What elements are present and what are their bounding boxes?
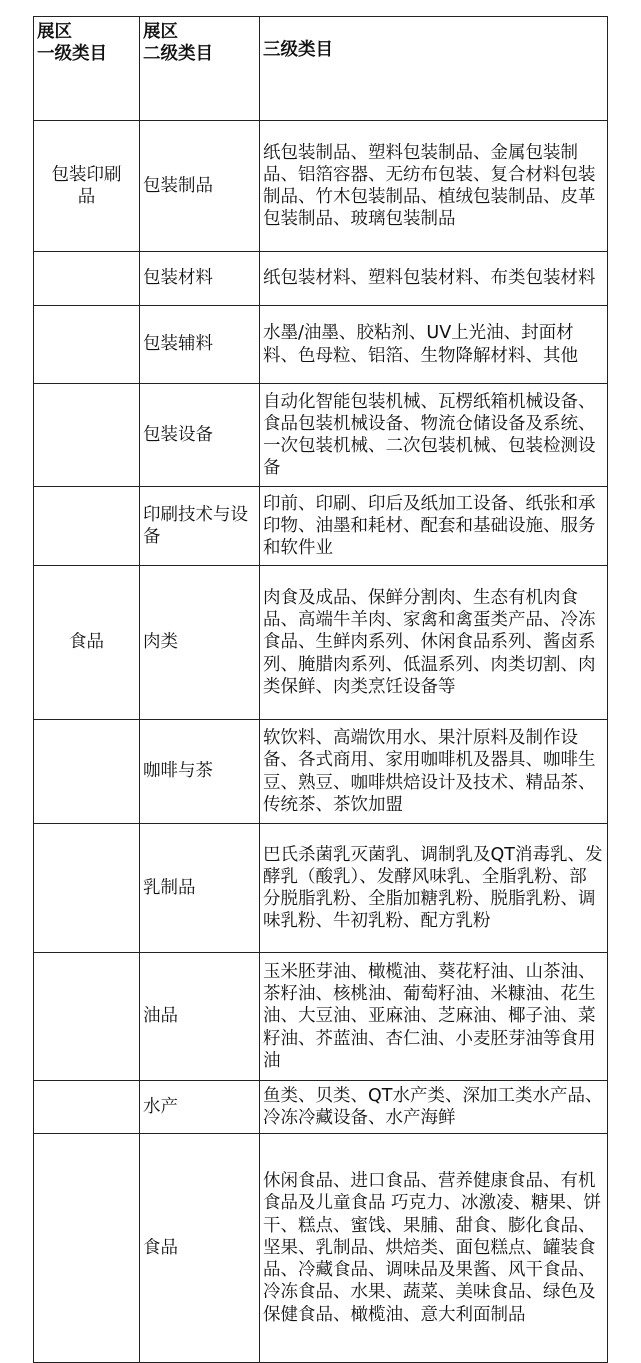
table-row <box>34 487 608 566</box>
table-row <box>34 306 608 384</box>
level1-cell <box>34 953 140 1081</box>
level3-cell: 纸包装制品、塑料包装制品、金属包装制品、铝箔容器、无纺布包装、复合材料包装制品、竹木包装制品、植绒包装制品、皮革包装制品、玻璃包装制品 <box>260 121 608 252</box>
table-row <box>34 566 608 720</box>
level2-cell: 包装材料 <box>140 252 260 306</box>
table-row <box>34 252 608 306</box>
level1-cell <box>34 384 140 487</box>
level2-cell: 油品 <box>140 953 260 1081</box>
level2-cell: 咖啡与茶 <box>140 720 260 824</box>
level2-cell: 肉类 <box>140 566 260 720</box>
category-table-body <box>34 17 608 1363</box>
header-level1: 展区 一级类目 <box>34 17 140 121</box>
level1-cell <box>34 720 140 824</box>
level1-cell <box>34 1081 140 1134</box>
level3-cell: 水墨/油墨、胶粘剂、UV上光油、封面材料、色母粒、铝箔、生物降解材料、其他 <box>260 306 608 384</box>
level1-cell <box>34 487 140 566</box>
level2-cell: 印刷技术与设备 <box>140 487 260 566</box>
table-row <box>34 1081 608 1134</box>
level2-cell: 乳制品 <box>140 824 260 953</box>
table-row <box>34 953 608 1081</box>
level1-cell: 食品 <box>34 566 140 720</box>
table-row <box>34 720 608 824</box>
level3-cell: 肉食及成品、保鲜分割肉、生态有机肉食品、高端牛羊肉、家禽和禽蛋类产品、冷冻食品、生鲜肉系列、休闲食品系列、酱卤系列、腌腊肉系列、低温系列、肉类切割、肉类保鲜、肉类烹饪设备等 <box>260 566 608 720</box>
level1-cell: 包装印刷品 <box>34 121 140 252</box>
level1-cell <box>34 252 140 306</box>
level3-cell: 休闲食品、进口食品、营养健康食品、有机食品及儿童食品 巧克力、冰激凌、糖果、饼干、糕点、蜜饯、果脯、甜食、膨化食品、坚果、乳制品、烘焙类、面包糕点、罐装食品、冷藏食品、调味品及果酱、风干食品、冷冻食品、水果、蔬菜、美味食品、绿色及保健食品、橄榄油、意大利面制品 <box>260 1134 608 1363</box>
level1-cell <box>34 306 140 384</box>
level2-cell: 包装制品 <box>140 121 260 252</box>
header-level2: 展区 二级类目 <box>140 17 260 121</box>
level2-cell: 包装辅料 <box>140 306 260 384</box>
level3-cell: 印前、印刷、印后及纸加工设备、纸张和承印物、油墨和耗材、配套和基础设施、服务和软件业 <box>260 487 608 566</box>
header-level3: 三级类目 <box>260 17 608 121</box>
level1-cell <box>34 824 140 953</box>
level3-cell: 自动化智能包装机械、瓦楞纸箱机械设备、食品包装机械设备、物流仓储设备及系统、一次包装机械、二次包装机械、包装检测设备 <box>260 384 608 487</box>
category-table <box>33 16 608 1363</box>
level3-cell: 软饮料、高端饮用水、果汁原料及制作设备、各式商用、家用咖啡机及器具、咖啡生豆、熟豆、咖啡烘焙设计及技术、精品茶、传统茶、茶饮加盟 <box>260 720 608 824</box>
table-row <box>34 824 608 953</box>
level3-cell: 玉米胚芽油、橄榄油、葵花籽油、山茶油、茶籽油、核桃油、葡萄籽油、米糠油、花生油、大豆油、亚麻油、芝麻油、椰子油、菜籽油、芥蓝油、杏仁油、小麦胚芽油等食用油 <box>260 953 608 1081</box>
table-row <box>34 121 608 252</box>
level2-cell: 食品 <box>140 1134 260 1363</box>
level3-cell: 鱼类、贝类、QT水产类、深加工类水产品、冷冻冷藏设备、水产海鲜 <box>260 1081 608 1134</box>
level3-cell: 纸包装材料、塑料包装材料、布类包装材料 <box>260 252 608 306</box>
table-row <box>34 384 608 487</box>
level3-cell: 巴氏杀菌乳灭菌乳、调制乳及QT消毒乳、发酵乳（酸乳）、发酵风味乳、全脂乳粉、部分脱脂乳粉、全脂加糖乳粉、脱脂乳粉、调味乳粉、牛初乳粉、配方乳粉 <box>260 824 608 953</box>
table-row <box>34 1134 608 1363</box>
header-row <box>34 17 608 121</box>
level2-cell: 水产 <box>140 1081 260 1134</box>
level1-cell <box>34 1134 140 1363</box>
level2-cell: 包装设备 <box>140 384 260 487</box>
